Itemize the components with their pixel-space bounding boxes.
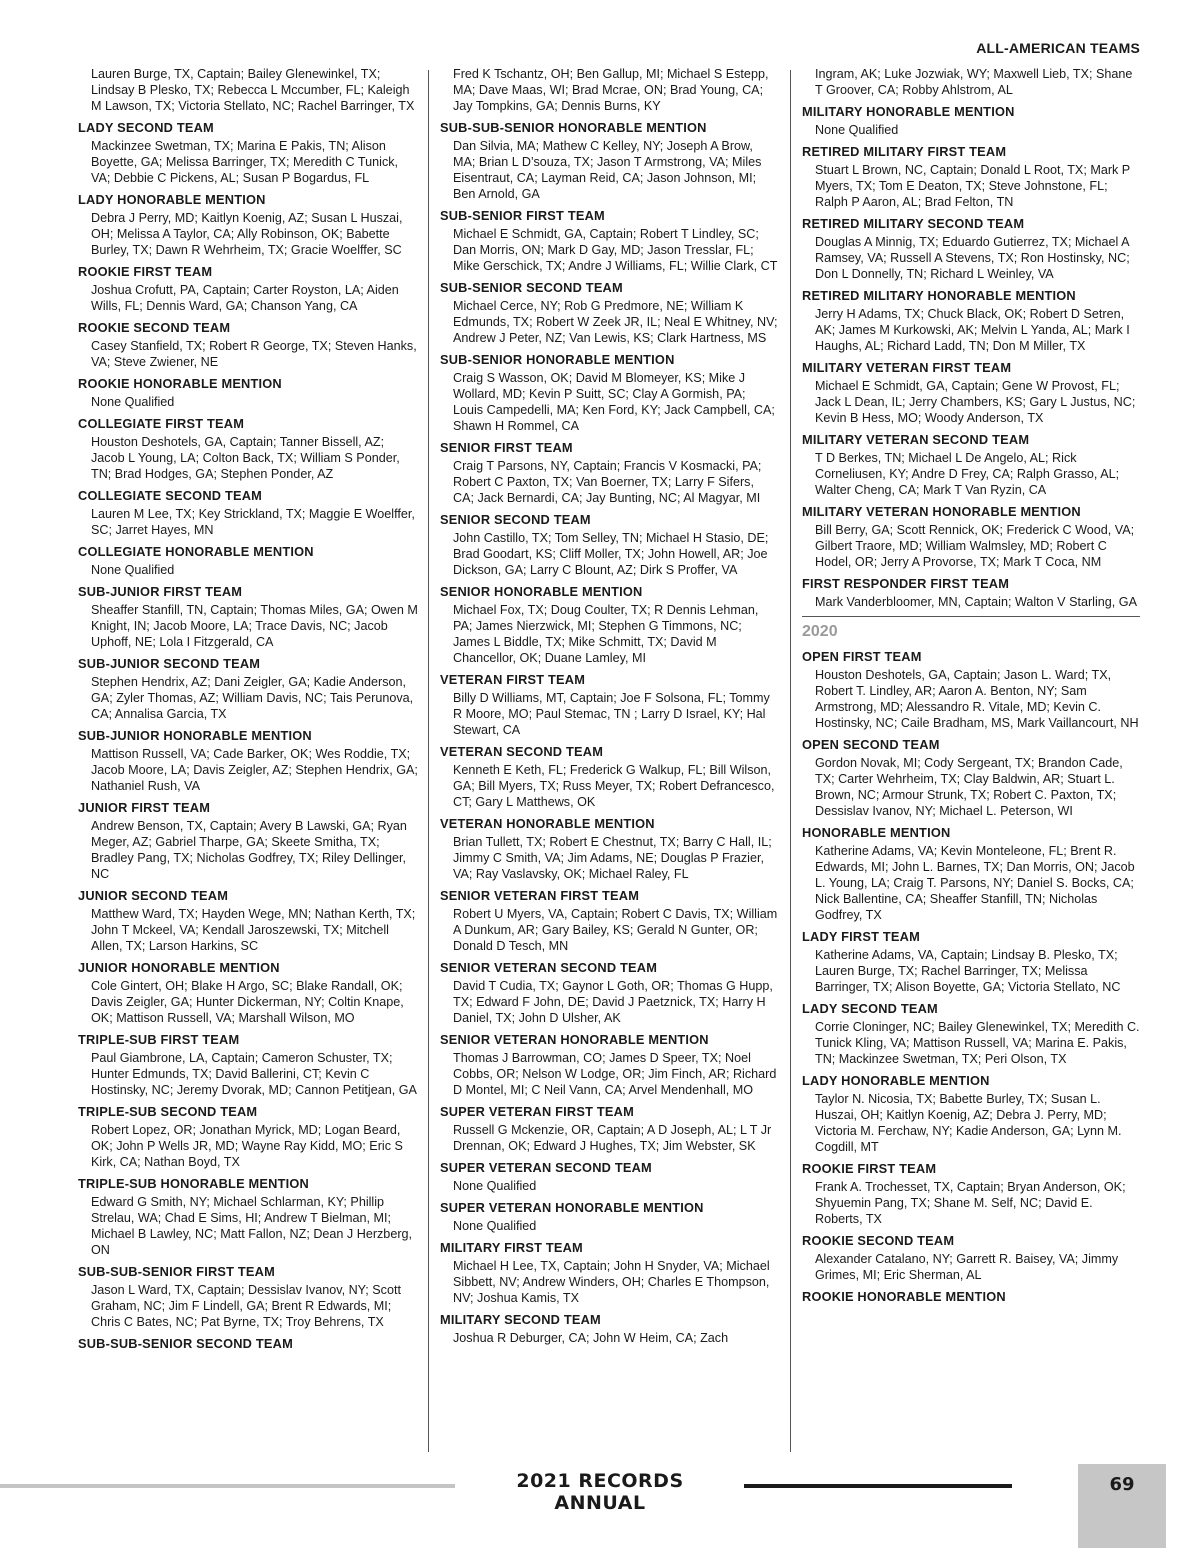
team-entry [440,208,778,274]
team-members: Gordon Novak, MI; Cody Sergeant, TX; Brandon Cade, TX; Carter Wehrheim, TX; Clay Baldwin, AR; Stuart L. Brown, NC; Armour Strunk, TX; Robert C. Paxton, TX; Dessislav Ivanov, NY; Michael L. Peterson, WI [815,756,1123,818]
team-entry [440,960,778,1026]
team-members: Stephen Hendrix, AZ; Dani Zeigler, GA; Kadie Anderson, GA; Zyler Thomas, AZ; William Davis, NC; Tais Perunova, CA; Annalisa Garcia, TX [91,675,414,721]
team-heading: MILITARY FIRST TEAM [440,1240,583,1255]
team-entry [78,888,418,954]
team-heading: JUNIOR SECOND TEAM [78,888,229,903]
team-heading: RETIRED MILITARY FIRST TEAM [802,144,1007,159]
footer-bar-left [0,1484,455,1488]
team-heading: TRIPLE-SUB SECOND TEAM [78,1104,258,1119]
team-entry [802,216,1140,282]
team-heading: COLLEGIATE HONORABLE MENTION [78,544,314,559]
team-entry [440,1200,778,1234]
team-heading: MILITARY SECOND TEAM [440,1312,601,1327]
team-members: None Qualified [453,1219,537,1233]
team-entry [440,888,778,954]
team-heading: MILITARY VETERAN SECOND TEAM [802,432,1030,447]
team-members: Russell G Mckenzie, OR, Captain; A D Joseph, AL; L T Jr Drennan, OK; Edward J Hughes, TX; Jim Webster, SK [453,1123,772,1153]
team-heading: TRIPLE-SUB HONORABLE MENTION [78,1176,309,1191]
team-heading: SUB-JUNIOR SECOND TEAM [78,656,261,671]
team-entry [78,544,418,578]
team-entry [78,728,418,794]
team-entry [802,576,1140,610]
team-entry [78,376,418,410]
team-members: Katherine Adams, VA; Kevin Monteleone, FL; Brent R. Edwards, MI; John L. Barnes, TX; Dan Morris, ON; Jacob L. Young, LA; Craig T. Parsons, NY; Daniel S. Bocks, CA; Nick Ballentine, CA; Sheaffer Stanfill, TN; Nicholas Godfrey, TX [815,844,1135,922]
column-rule-2 [790,70,791,1452]
team-heading: ROOKIE SECOND TEAM [78,320,231,335]
team-entry [78,800,418,882]
team-heading: LADY HONORABLE MENTION [78,192,266,207]
team-heading: LADY FIRST TEAM [802,929,920,944]
team-members: Billy D Williams, MT, Captain; Joe F Solsona, FL; Tommy R Moore, MO; Paul Stemac, TN ; Larry D Israel, KY; Hal Stewart, CA [453,691,770,737]
team-heading: SENIOR VETERAN SECOND TEAM [440,960,658,975]
team-members: Douglas A Minnig, TX; Eduardo Gutierrez, TX; Michael A Ramsey, VA; Russell A Stevens, TX; Ron Hostinsky, NC; Don L Donnelly, TN; Richard L Weinley, VA [815,235,1130,281]
team-heading: MILITARY VETERAN HONORABLE MENTION [802,504,1081,519]
team-members: Dan Silvia, MA; Mathew C Kelley, NY; Joseph A Brow, MA; Brian L D’souza, TX; Jason T Armstrong, VA; Miles Eisentraut, CA; Layman Reid, CA; Jason Johnson, MI; Ben Arnold, GA [453,139,762,201]
team-entry [440,672,778,738]
team-entry [440,1240,778,1306]
team-heading: OPEN SECOND TEAM [802,737,940,752]
team-heading: SUB-SENIOR SECOND TEAM [440,280,623,295]
column-3 [802,66,1140,1460]
team-entry [802,1001,1140,1067]
team-heading: VETERAN FIRST TEAM [440,672,586,687]
team-heading: SUB-SENIOR FIRST TEAM [440,208,605,223]
team-entry [440,744,778,810]
team-heading: SUB-SUB-SENIOR FIRST TEAM [78,1264,275,1279]
team-members: Corrie Cloninger, NC; Bailey Glenewinkel, TX; Meredith C. Tunick Kling, VA; Mattison Russell, VA; Marina E. Pakis, TN; Mackinzee Swetman, TX; Peri Olson, TX [815,1020,1140,1066]
team-entry [78,1032,418,1098]
team-members: Lauren Burge, TX, Captain; Bailey Glenewinkel, TX; Lindsay B Plesko, TX; Rebecca L Mccumber, FL; Kaleigh M Lawson, TX; Victoria Stellato, NC; Rachel Barringer, TX [91,67,415,113]
team-members: Casey Stanfield, TX; Robert R George, TX; Steven Hanks, VA; Steve Zwiener, NE [91,339,417,369]
team-members: Craig T Parsons, NY, Captain; Francis V Kosmacki, PA; Robert C Paxton, TX; Van Boerner, TX; Larry F Sifers, CA; Jack Bernardi, CA; Jay Bunting, NC; Al Magyar, MI [453,459,762,505]
team-entry [802,360,1140,426]
column-2 [440,66,778,1460]
team-members: Michael Cerce, NY; Rob G Predmore, NE; William K Edmunds, TX; Robert W Zeek JR, IL; Neal E Whitney, NV; Andrew J Peter, NZ; Van Lewis, KS; Clark Hartness, MS [453,299,778,345]
team-members: Michael E Schmidt, GA, Captain; Gene W Provost, FL; Jack L Dean, IL; Jerry Chambers, KS; Gary L Justus, NC; Kevin B Hess, MO; Woody Anderson, TX [815,379,1136,425]
team-entry [802,1161,1140,1227]
team-members: Cole Gintert, OH; Blake H Argo, SC; Blake Randall, OK; Davis Zeigler, GA; Hunter Dickerman, NY; Coltin Knape, OK; Mattison Russell, VA; Marshall Wilson, MO [91,979,404,1025]
team-heading: SUB-SUB-SENIOR HONORABLE MENTION [440,120,707,135]
team-members: Houston Deshotels, GA, Captain; Jason L. Ward; TX, Robert T. Lindley, AR; Aaron A. Benton, NY; Sam Armstrong, MD; Alessandro R. Vitale, MD; Kevin C. Hostinsky, NC; Caile Bradham, MS, Mark Vaillancourt, NH [815,668,1139,730]
team-members: Bill Berry, GA; Scott Rennick, OK; Frederick C Wood, VA; Gilbert Traore, MD; William Walmsley, MD; Robert C Hodel, OR; Jerry A Provorse, TX; Mark T Coca, NM [815,523,1135,569]
team-members: Lauren M Lee, TX; Key Strickland, TX; Maggie E Woelffer, SC; Jarret Hayes, MN [91,507,415,537]
team-entry [802,737,1140,819]
team-heading: FIRST RESPONDER FIRST TEAM [802,576,1010,591]
team-members: Mattison Russell, VA; Cade Barker, OK; Wes Roddie, TX; Jacob Moore, LA; Davis Zeigler, AZ; Stephen Hendrix, GA; Nathaniel Rush, VA [91,747,418,793]
team-heading: JUNIOR HONORABLE MENTION [78,960,280,975]
team-heading: SENIOR SECOND TEAM [440,512,591,527]
column-3-2021-entries [802,66,1140,610]
team-entry [78,416,418,482]
team-members: Alexander Catalano, NY; Garrett R. Baisey, VA; Jimmy Grimes, MI; Eric Sherman, AL [815,1252,1119,1282]
team-members: Craig S Wasson, OK; David M Blomeyer, KS; Mike J Wollard, MD; Kevin P Suitt, SC; Clay A Gormish, PA; Louis Campedelli, MA; Ken Ford, KY; Jack Campbell, CA; Shawn H Rommel, CA [453,371,775,433]
team-entry [802,825,1140,923]
footer-title: 2021 RECORDS ANNUAL [516,1470,684,1514]
team-heading: ROOKIE FIRST TEAM [802,1161,937,1176]
team-members: Michael H Lee, TX, Captain; John H Snyder, VA; Michael Sibbett, NV; Andrew Winders, OH; Charles E Thompson, NV; Joshua Kamis, TX [453,1259,770,1305]
team-members: Joshua Crofutt, PA, Captain; Carter Royston, LA; Aiden Wills, FL; Dennis Ward, GA; Chanson Yang, CA [91,283,399,313]
running-head: ALL-AMERICAN TEAMS [976,40,1140,56]
year-heading: 2020 [802,623,838,640]
team-members: Michael Fox, TX; Doug Coulter, TX; R Dennis Lehman, PA; James Nierzwick, MI; Stephen G Timmons, NC; James L Biddle, TX; Mike Schmitt, TX; David M Chancellor, OK; Duane Lamley, MI [453,603,759,665]
team-entry [78,1336,418,1352]
team-entry [78,960,418,1026]
team-heading: SENIOR VETERAN FIRST TEAM [440,888,640,903]
team-heading: SUB-SUB-SENIOR SECOND TEAM [78,1336,293,1351]
team-entry [440,440,778,506]
team-entry [440,1160,778,1194]
team-members: Robert Lopez, OR; Jonathan Myrick, MD; Logan Beard, OK; John P Wells JR, MD; Wayne Ray Kidd, MO; Eric S Kirk, CA; Nathan Boyd, TX [91,1123,403,1169]
team-entry [802,288,1140,354]
team-members: Kenneth E Keth, FL; Frederick G Walkup, FL; Bill Wilson, GA; Bill Myers, TX; Russ Meyer, TX; Robert Defrancesco, CT; Gary L Matthews, OK [453,763,775,809]
team-heading: SUPER VETERAN SECOND TEAM [440,1160,652,1175]
team-entry [440,1104,778,1154]
team-entry [440,66,778,114]
team-entry [440,280,778,346]
team-heading: MILITARY HONORABLE MENTION [802,104,1015,119]
team-entry [440,120,778,202]
team-heading: ROOKIE FIRST TEAM [78,264,213,279]
team-heading: JUNIOR FIRST TEAM [78,800,211,815]
team-entry [78,1264,418,1330]
team-members: Houston Deshotels, GA, Captain; Tanner Bissell, AZ; Jacob L Young, LA; Colton Back, TX; William S Ponder, TN; Brad Hodges, GA; Stephen Ponder, AZ [91,435,400,481]
team-members: Ingram, AK; Luke Jozwiak, WY; Maxwell Lieb, TX; Shane T Groover, CA; Robby Ahlstrom, AL [815,67,1133,97]
team-heading: LADY HONORABLE MENTION [802,1073,990,1088]
team-heading: ROOKIE HONORABLE MENTION [802,1289,1006,1304]
team-entry [802,929,1140,995]
team-entry [440,584,778,666]
team-heading: SUB-JUNIOR FIRST TEAM [78,584,243,599]
team-entry [802,1073,1140,1155]
team-members: Sheaffer Stanfill, TN, Captain; Thomas Miles, GA; Owen M Knight, IN; Jacob Moore, LA; Trace Davis, NC; Jacob Uphoff, NE; Lola I Fitzgerald, CA [91,603,418,649]
team-heading: SUB-SENIOR HONORABLE MENTION [440,352,675,367]
team-entry [802,432,1140,498]
team-entry [440,512,778,578]
team-entry [440,352,778,434]
team-members: Fred K Tschantz, OH; Ben Gallup, MI; Michael S Estepp, MA; Dave Maas, WI; Brad Mcrae, ON; Brad Young, CA; Jay Tompkins, GA; Dennis Burns, KY [453,67,769,113]
team-entry [802,504,1140,570]
team-heading: SUPER VETERAN FIRST TEAM [440,1104,634,1119]
team-members: Paul Giambrone, LA, Captain; Cameron Schuster, TX; Hunter Edmunds, TX; David Ballerini, CT; Kevin C Hostinsky, NC; Jeremy Dvorak, MD; Cannon Petitjean, GA [91,1051,417,1097]
team-entry [440,1312,778,1346]
team-heading: TRIPLE-SUB FIRST TEAM [78,1032,240,1047]
team-heading: ROOKIE SECOND TEAM [802,1233,955,1248]
team-heading: SUPER VETERAN HONORABLE MENTION [440,1200,704,1215]
team-heading: COLLEGIATE SECOND TEAM [78,488,263,503]
team-members: None Qualified [815,123,899,137]
team-entry [802,66,1140,98]
team-entry [802,104,1140,138]
team-members: Jerry H Adams, TX; Chuck Black, OK; Robert D Setren, AK; James M Kurkowski, AK; Melvin L Yanda, AL; Mark I Haughs, AL; Richard Ladd, TN; Don M Miller, TX [815,307,1130,353]
team-members: Joshua R Deburger, CA; John W Heim, CA; Zach [453,1331,729,1345]
team-members: Stuart L Brown, NC, Captain; Donald L Root, TX; Mark P Myers, TX; Tom E Deaton, TX; Steve Johnstone, FL; Ralph P Aaron, AL; Brad Felton, TN [815,163,1130,209]
team-members: Mark Vanderbloomer, MN, Captain; Walton V Starling, GA [815,595,1137,609]
team-members: Thomas J Barrowman, CO; James D Speer, TX; Noel Cobbs, OR; Nelson W Lodge, OR; Jim Finch, AR; Richard D Montel, MI; C Neil Vann, CA; Arvel Mendenhall, MO [453,1051,777,1097]
team-members: Andrew Benson, TX, Captain; Avery B Lawski, GA; Ryan Meger, AZ; Gabriel Tharpe, GA; Skeete Smitha, TX; Bradley Pang, TX; Nicholas Godfrey, TX; Riley Dellinger, NC [91,819,407,881]
team-heading: MILITARY VETERAN FIRST TEAM [802,360,1012,375]
team-entry [78,120,418,186]
team-entry [802,1233,1140,1283]
page-number: 69 [1109,1474,1135,1495]
team-members: Robert U Myers, VA, Captain; Robert C Davis, TX; William A Dunkum, AR; Gary Bailey, KS; Gerald N Gunter, OR; Donald D Tesch, MN [453,907,778,953]
footer-bar-right [744,1484,1012,1488]
team-members: Frank A. Trochesset, TX, Captain; Bryan Anderson, OK; Shyuemin Pang, TX; Shane M. Self, NC; David E. Roberts, TX [815,1180,1126,1226]
team-entry [78,1176,418,1258]
team-heading: SENIOR VETERAN HONORABLE MENTION [440,1032,709,1047]
column-rule-1 [428,70,429,1452]
team-entry [440,816,778,882]
team-members: John Castillo, TX; Tom Selley, TN; Michael H Stasio, DE; Brad Goodart, KS; Cliff Moller, TX; John Howell, AR; Joe Dickson, GA; Larry C Blount, AZ; Dirk S Proffer, VA [453,531,769,577]
year-divider [802,616,1140,617]
team-entry [78,264,418,314]
team-entry [78,66,418,114]
year-block-2020 [802,616,1140,1305]
team-entry [78,320,418,370]
team-entry [78,584,418,650]
team-entry [802,144,1140,210]
team-members: None Qualified [453,1179,537,1193]
team-members: Mackinzee Swetman, TX; Marina E Pakis, TN; Alison Boyette, GA; Melissa Barringer, TX; Meredith C Tunick, VA; Debbie C Pickens, AL; Susan P Bogardus, FL [91,139,399,185]
team-members: None Qualified [91,563,175,577]
team-entry [78,656,418,722]
team-entry [78,488,418,538]
team-members: Brian Tullett, TX; Robert E Chestnut, TX; Barry C Hall, IL; Jimmy C Smith, VA; Jim Adams, NE; Douglas P Frazier, VA; Ray Vaslavsky, OK; Michael Raley, FL [453,835,772,881]
team-entry [78,192,418,258]
column-1 [78,66,418,1460]
team-heading: ROOKIE HONORABLE MENTION [78,376,282,391]
team-heading: LADY SECOND TEAM [802,1001,938,1016]
team-heading: RETIRED MILITARY SECOND TEAM [802,216,1025,231]
team-members: Taylor N. Nicosia, TX; Babette Burley, TX; Susan L. Huszai, OH; Kaitlyn Koenig, AZ; Debra J. Perry, MD; Victoria M. Ferchaw, NY; Kadie Anderson, GA; Lynn M. Cogdill, MT [815,1092,1122,1154]
team-members: Debra J Perry, MD; Kaitlyn Koenig, AZ; Susan L Huszai, OH; Melissa A Taylor, CA; Ally Robinson, OK; Babette Burley, TX; Dawn R Wehrheim, TX; Gracie Woelffer, SC [91,211,403,257]
team-members: Edward G Smith, NY; Michael Schlarman, KY; Phillip Strelau, WA; Chad E Sims, HI; Andrew T Bielman, MI; Michael B Lawley, NC; Matt Fallon, NZ; Dean J Herzberg, ON [91,1195,413,1257]
team-entry [440,1032,778,1098]
team-heading: HONORABLE MENTION [802,825,951,840]
team-heading: SENIOR HONORABLE MENTION [440,584,643,599]
team-members: David T Cudia, TX; Gaynor L Goth, OR; Thomas G Hupp, TX; Edward F John, DE; David J Paetznick, TX; Harry H Daniel, TX; John D Ulsher, AK [453,979,773,1025]
team-entry [78,1104,418,1170]
column-3-2020-entries [802,649,1140,1305]
team-members: Jason L Ward, TX, Captain; Dessislav Ivanov, NY; Scott Graham, NC; Jim F Lindell, GA; Brent R Edwards, MI; Chris C Bates, NC; Pat Byrne, TX; Troy Behrens, TX [91,1283,401,1329]
team-heading: OPEN FIRST TEAM [802,649,922,664]
team-heading: COLLEGIATE FIRST TEAM [78,416,245,431]
team-heading: LADY SECOND TEAM [78,120,214,135]
team-heading: SUB-JUNIOR HONORABLE MENTION [78,728,312,743]
team-members: Michael E Schmidt, GA, Captain; Robert T Lindley, SC; Dan Morris, ON; Mark D Gay, MD; Jason Tresslar, FL; Mike Gerschick, TX; Andre J Williams, FL; Willie Clark, CT [453,227,778,273]
team-entry [802,1289,1140,1305]
team-members: Matthew Ward, TX; Hayden Wege, MN; Nathan Kerth, TX; John T Mckeel, VA; Kendall Jaroszewski, TX; Mitchell Allen, TX; Larson Harkins, SC [91,907,416,953]
team-heading: VETERAN HONORABLE MENTION [440,816,655,831]
team-heading: RETIRED MILITARY HONORABLE MENTION [802,288,1076,303]
team-members: T D Berkes, TN; Michael L De Angelo, AL; Rick Corneliusen, KY; Andre D Frey, CA; Ralph Grasso, AL; Walter Cheng, CA; Mark T Van Ryzin, CA [815,451,1120,497]
team-heading: VETERAN SECOND TEAM [440,744,604,759]
team-members: Katherine Adams, VA, Captain; Lindsay B. Plesko, TX; Lauren Burge, TX; Rachel Barringer, TX; Melissa Barringer, TX; Alison Boyette, GA; Victoria Stellato, NC [815,948,1121,994]
team-members: None Qualified [91,395,175,409]
team-heading: SENIOR FIRST TEAM [440,440,573,455]
team-entry [802,649,1140,731]
